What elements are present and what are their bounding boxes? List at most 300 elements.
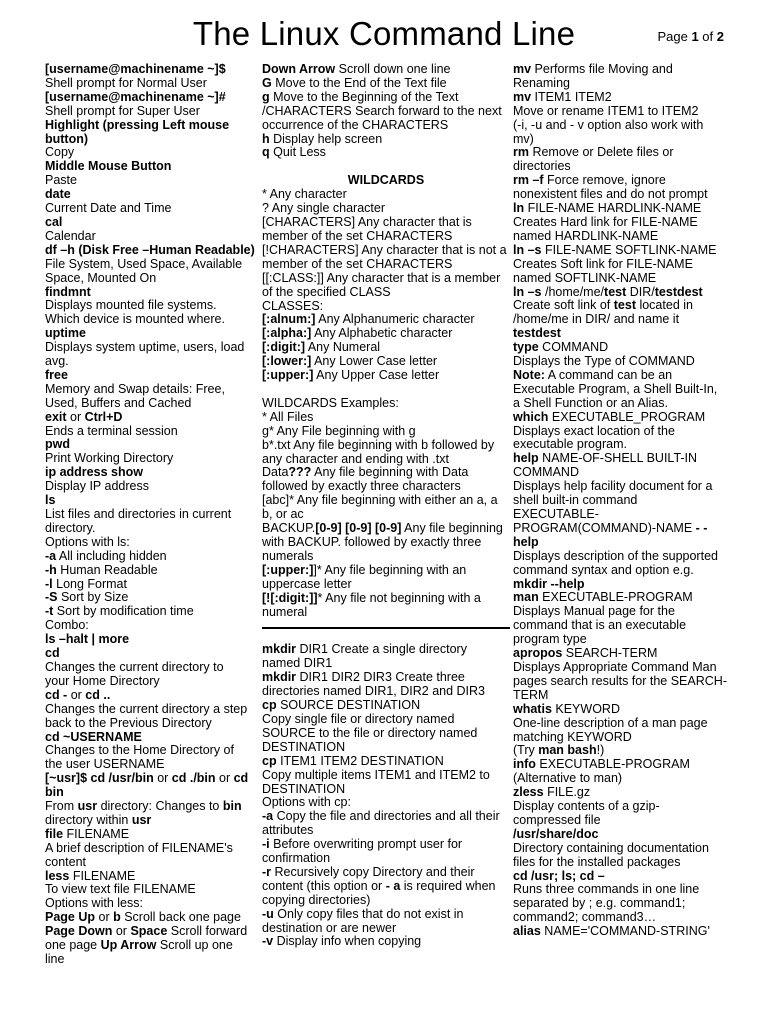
description-text: or — [112, 924, 131, 939]
description-text: Copy the file and directories and all their — [273, 809, 500, 824]
text-line — [262, 91, 510, 105]
text-line — [45, 119, 255, 133]
description-text: Directory containing documentation — [513, 840, 709, 855]
text-line — [513, 286, 728, 300]
description-text: BACKUP. — [262, 521, 316, 536]
description-text: From — [45, 799, 78, 814]
command-text: apropos — [513, 646, 563, 661]
command-text: [username@machinename ~]$ — [45, 62, 226, 76]
command-text: ls — [45, 493, 56, 508]
command-text: cal — [45, 214, 63, 229]
description-text: is required when — [400, 878, 496, 893]
text-line — [262, 300, 510, 314]
command-text: alias — [513, 924, 541, 939]
description-text: FILE.gz — [543, 785, 591, 800]
description-text: EXECUTABLE-PROGRAM — [535, 757, 690, 772]
description-text: g* Any File beginning with g — [262, 423, 416, 438]
description-text: Displays description of the supported — [513, 548, 718, 563]
text-line — [513, 536, 728, 550]
text-line — [262, 355, 510, 369]
command-text: -t — [45, 604, 54, 619]
command-text: uptime — [45, 326, 86, 341]
description-text: SOURCE to the file or directory named — [262, 725, 478, 740]
spacer — [262, 383, 510, 397]
command-text: Space — [130, 924, 168, 939]
description-text: KEYWORD — [551, 701, 620, 716]
command-text: mv — [513, 89, 532, 104]
description-text: CLASSES: — [262, 298, 324, 313]
text-line — [513, 438, 728, 452]
description-text: content — [45, 854, 87, 869]
text-line — [262, 146, 510, 160]
description-text: Force remove, ignore — [543, 173, 666, 188]
command-text: man — [513, 590, 539, 605]
text-line — [513, 731, 728, 745]
text-line — [513, 578, 728, 592]
text-line — [45, 814, 255, 828]
text-line — [513, 411, 728, 425]
text-line — [513, 77, 728, 91]
text-line — [513, 550, 728, 564]
text-line — [513, 522, 728, 536]
command-text: ln –s — [513, 242, 542, 257]
description-text: [CHARACTERS] Any character that is — [262, 215, 472, 230]
description-text: Renaming — [513, 75, 570, 90]
description-text: Display contents of a gzip- — [513, 799, 660, 814]
command-text: test — [613, 298, 636, 313]
text-line — [45, 703, 255, 717]
description-text: A brief description of FILENAME's — [45, 840, 233, 855]
description-text: Display help screen — [269, 131, 383, 146]
description-text: a Shell Function or an Alias. — [513, 395, 668, 410]
text-line — [262, 216, 510, 230]
description-text: mv) — [513, 131, 534, 146]
text-line — [45, 146, 255, 160]
description-text: ? Any single character — [262, 201, 385, 216]
section-divider — [262, 627, 510, 629]
description-text: directory. — [45, 520, 96, 535]
text-line — [45, 870, 255, 884]
command-text: help — [513, 451, 539, 466]
command-text: -r — [262, 864, 272, 879]
description-text: numerals — [262, 548, 314, 563]
description-text: Data — [262, 465, 289, 480]
description-text: * Any character — [262, 187, 347, 202]
text-line — [45, 258, 255, 272]
command-text: whatis — [513, 701, 552, 716]
column-middle — [262, 63, 510, 949]
description-text: File System, Used Space, Available — [45, 256, 243, 271]
description-text: EXECUTABLE-PROGRAM — [538, 590, 693, 605]
description-text: All including hidden — [56, 548, 167, 563]
description-text: executable program. — [513, 437, 627, 452]
text-line — [262, 755, 510, 769]
description-text: DIR1 Create a single directory — [296, 642, 467, 657]
description-text: or — [67, 687, 86, 702]
description-text: followed by exactly three characters — [262, 479, 461, 494]
text-line — [45, 911, 255, 925]
text-line — [513, 703, 728, 717]
command-text: button) — [45, 131, 89, 146]
description-text: Before overwriting prompt user for — [269, 837, 463, 852]
command-text: q — [262, 145, 270, 160]
command-text: ls –halt | more — [45, 632, 130, 647]
command-text: [:alpha:] — [262, 326, 312, 341]
text-line — [262, 258, 510, 272]
text-line — [45, 550, 255, 564]
command-text: man bash — [538, 743, 597, 758]
text-line — [45, 591, 255, 605]
command-text: Note: — [513, 367, 545, 382]
description-text: Move to the End of the Text file — [271, 75, 447, 90]
description-text: Display IP address — [45, 479, 149, 494]
text-line — [45, 689, 255, 703]
text-line — [45, 133, 255, 147]
text-line — [513, 800, 728, 814]
text-line — [513, 633, 728, 647]
text-line — [513, 63, 728, 77]
description-text: Changes to the Home Directory of — [45, 743, 234, 758]
description-text: Paste — [45, 173, 77, 188]
description-text: Displays mounted file systems. — [45, 298, 217, 313]
command-text: mkdir — [262, 670, 297, 685]
text-line — [513, 717, 728, 731]
description-text: Scroll back one page — [120, 910, 241, 925]
description-text: Any file beginning — [401, 521, 503, 536]
description-text: Used, Buffers and Cached — [45, 395, 192, 410]
command-text: -a — [262, 809, 274, 824]
description-text: ITEM1 ITEM2 DESTINATION — [276, 753, 444, 768]
command-text: free — [45, 367, 68, 382]
text-line — [513, 146, 728, 160]
command-text: b — [113, 910, 121, 925]
text-line — [262, 657, 510, 671]
text-line — [262, 810, 510, 824]
text-line — [45, 717, 255, 731]
text-line — [513, 244, 728, 258]
description-text: Creates Hard link for FILE-NAME — [513, 214, 698, 229]
text-line — [513, 494, 728, 508]
text-line — [262, 838, 510, 852]
description-text: named HARDLINK-NAME — [513, 228, 659, 243]
text-line — [513, 369, 728, 383]
description-text: files for the installed packages — [513, 854, 681, 869]
description-text: Displays help facility document for a — [513, 479, 713, 494]
text-line — [513, 897, 728, 911]
description-text: command that is an executable — [513, 618, 687, 633]
description-text: Options with less: — [45, 896, 143, 911]
text-line — [513, 480, 728, 494]
text-line — [513, 272, 728, 286]
text-line — [45, 744, 255, 758]
command-text: cd ./bin — [171, 771, 216, 786]
text-line — [45, 661, 255, 675]
description-text: * All Files — [262, 409, 314, 424]
description-text: matching KEYWORD — [513, 729, 632, 744]
text-line — [262, 880, 510, 894]
text-line — [513, 133, 728, 147]
description-text: Options with cp: — [262, 795, 351, 810]
command-text: ln — [513, 201, 525, 216]
text-line — [262, 63, 510, 77]
text-line — [513, 911, 728, 925]
description-text: pages search results for the SEARCH- — [513, 673, 727, 688]
description-text: attributes — [262, 823, 314, 838]
description-text: List files and directories in current — [45, 507, 232, 521]
text-line — [45, 605, 255, 619]
description-text: Displays exact location of the — [513, 423, 675, 438]
description-text: Performs file Moving and — [531, 62, 673, 76]
command-text: mkdir — [262, 642, 297, 657]
text-line — [262, 550, 510, 564]
text-line — [45, 202, 255, 216]
text-line — [262, 480, 510, 494]
text-line — [262, 796, 510, 810]
command-text: df –h (Disk Free –Human Readable) — [45, 242, 255, 257]
text-line — [513, 425, 728, 439]
text-line — [45, 856, 255, 870]
text-line — [513, 647, 728, 661]
text-line — [262, 397, 510, 411]
description-text: Quit Less — [269, 145, 326, 160]
text-line — [45, 272, 255, 286]
description-text: COMMAND — [513, 465, 579, 480]
command-text: Page Down — [45, 924, 113, 939]
text-line — [45, 63, 255, 77]
text-line — [262, 202, 510, 216]
text-line — [45, 383, 255, 397]
text-line — [262, 824, 510, 838]
text-line — [45, 522, 255, 536]
text-line — [262, 119, 510, 133]
text-line — [45, 953, 255, 967]
description-text: Displays the Type of COMMAND — [513, 354, 695, 369]
text-line — [262, 425, 510, 439]
description-text: back to the Previous Directory — [45, 715, 212, 730]
text-line — [45, 411, 255, 425]
text-line — [262, 769, 510, 783]
description-text: occurrence of the CHARACTERS — [262, 117, 449, 132]
description-text: Executable Program, a Shell Built-In, — [513, 381, 718, 396]
description-text: TERM — [513, 687, 549, 702]
description-text: destination or are newer — [262, 920, 397, 935]
description-text: with BACKUP. followed by exactly three — [262, 535, 482, 549]
text-line — [262, 522, 510, 536]
command-text: [~usr]$ cd /usr/bin — [45, 771, 154, 786]
command-text: file — [45, 826, 64, 841]
description-text: Only copy files that do not exist in — [273, 906, 464, 921]
description-text: [abc]* Any file beginning with either an a, a — [262, 493, 498, 508]
description-text: DIR/ — [626, 284, 655, 299]
description-text: numeral — [262, 604, 308, 619]
command-text: ??? — [288, 465, 312, 480]
command-text: g — [262, 89, 270, 104]
text-line — [262, 783, 510, 797]
description-text: Any Alphanumeric character — [315, 312, 475, 327]
command-text: date — [45, 187, 71, 202]
description-text: Move or rename ITEM1 to ITEM2 — [513, 103, 699, 118]
command-text: usr — [77, 799, 98, 814]
description-text: Displays Appropriate Command Man — [513, 659, 717, 674]
text-line — [262, 453, 510, 467]
text-line — [513, 772, 728, 786]
command-text: mkdir --help — [513, 576, 585, 591]
description-text: confirmation — [262, 851, 331, 866]
description-text: of the specified CLASS — [262, 284, 391, 299]
command-text: -l — [45, 576, 53, 591]
description-text: /CHARACTERS Search forward to the next — [262, 103, 502, 118]
page-current: 1 — [691, 29, 699, 44]
description-text: Combo: — [45, 618, 89, 633]
command-text: [:upper:] — [262, 562, 314, 577]
command-text: -v — [262, 934, 274, 949]
command-text: -u — [262, 906, 274, 921]
text-line — [513, 661, 728, 675]
text-line — [45, 925, 255, 939]
description-text: Options with ls: — [45, 534, 130, 549]
spacer — [262, 160, 510, 174]
document-title: The Linux Command Line — [192, 15, 576, 52]
text-line — [513, 327, 728, 341]
command-text: ln –s — [513, 284, 542, 299]
page-of: of — [702, 29, 714, 44]
command-text: G — [262, 75, 272, 90]
command-text: zless — [513, 785, 544, 800]
description-text: COMMAND — [538, 340, 609, 355]
description-text: Scroll forward — [167, 924, 248, 939]
description-text: (Alternative to man) — [513, 771, 623, 786]
column-right — [513, 63, 728, 939]
text-line — [45, 425, 255, 439]
text-line — [45, 355, 255, 369]
text-line — [513, 591, 728, 605]
command-text: [username@machinename ~]# — [45, 89, 226, 104]
text-line — [513, 230, 728, 244]
text-line — [45, 536, 255, 550]
command-text: -h — [45, 562, 57, 577]
text-line — [262, 188, 510, 202]
command-text: bin — [45, 785, 64, 800]
text-line — [513, 828, 728, 842]
command-text: testdest — [513, 326, 561, 341]
description-text: FILENAME — [63, 826, 130, 841]
text-line — [45, 91, 255, 105]
text-line — [262, 592, 510, 606]
text-line — [262, 643, 510, 657]
text-line — [513, 758, 728, 772]
command-text: -S — [45, 590, 58, 605]
text-line — [513, 856, 728, 870]
description-text: (-i, -u and - v option also work with — [513, 117, 704, 132]
description-text: one page — [45, 938, 101, 953]
text-line — [262, 685, 510, 699]
description-text: !) — [596, 743, 605, 758]
text-line — [262, 272, 510, 286]
text-line — [513, 466, 728, 480]
description-text: SEARCH-TERM — [562, 646, 658, 661]
command-text: cd — [45, 646, 60, 661]
description-text: command2; command3… — [513, 910, 657, 925]
description-text: NAME='COMMAND-STRING' — [540, 924, 710, 939]
command-text: Highlight (pressing Left mouse — [45, 117, 230, 132]
command-text: cd ~USERNAME — [45, 729, 142, 744]
description-text: line — [45, 952, 65, 966]
text-line — [45, 578, 255, 592]
description-text: * Any file not beginning with a — [317, 590, 481, 605]
text-line — [513, 258, 728, 272]
description-text: nonexistent files and do not prompt — [513, 187, 708, 202]
description-text: program type — [513, 632, 587, 647]
command-text: usr — [131, 812, 152, 827]
text-line — [45, 466, 255, 480]
description-text: b*.txt Any file beginning with b followed by — [262, 437, 495, 452]
description-text: Sort by Size — [57, 590, 129, 605]
description-text: your Home Directory — [45, 673, 160, 688]
text-line — [513, 341, 728, 355]
description-text: or — [215, 771, 234, 786]
command-text: [:digit:] — [262, 340, 306, 355]
command-text: - a — [385, 878, 401, 893]
description-text: Which device is mounted where. — [45, 312, 225, 327]
text-line — [45, 883, 255, 897]
text-line — [262, 508, 510, 522]
description-text: member of the set CHARACTERS — [262, 228, 453, 243]
text-line — [262, 564, 510, 578]
text-line — [262, 852, 510, 866]
command-text: ip address show — [45, 465, 143, 480]
text-line — [513, 564, 728, 578]
text-line — [45, 480, 255, 494]
description-text: directories named DIR1, DIR2 and DIR3 — [262, 684, 486, 699]
description-text: Remove or Delete files or — [528, 145, 674, 160]
description-text: command syntax and option e.g. — [513, 562, 694, 577]
description-text: Recursively copy Directory and their — [271, 864, 475, 879]
command-text: [:alnum:] — [262, 312, 316, 327]
text-line — [262, 466, 510, 480]
command-text: help — [513, 534, 539, 549]
text-line — [45, 772, 255, 786]
command-text: [![:digit:]] — [262, 590, 318, 605]
text-line — [513, 188, 728, 202]
text-line — [262, 922, 510, 936]
command-text: [:lower:] — [262, 354, 312, 369]
description-text: [[:CLASS:]] Any character that is a member — [262, 270, 501, 285]
description-text: content (this option or — [262, 878, 386, 893]
description-text: Current Date and Time — [45, 201, 172, 216]
description-text: Ends a terminal session — [45, 423, 178, 438]
description-text: the user USERNAME — [45, 757, 165, 772]
description-text: Display info when copying — [273, 934, 422, 949]
description-text: WILDCARDS Examples: — [262, 395, 399, 410]
command-text: - - — [695, 520, 708, 535]
command-text: /usr/share/doc — [513, 826, 599, 841]
command-text: [:upper:] — [262, 368, 314, 383]
description-text: Space, Mounted On — [45, 270, 157, 285]
command-text: mv — [513, 62, 532, 76]
text-line — [513, 160, 728, 174]
page-label: Page — [657, 29, 688, 44]
description-text: DIR1 DIR2 DIR3 Create three — [296, 670, 465, 685]
text-line — [262, 327, 510, 341]
text-line — [513, 508, 728, 522]
description-text: Changes the current directory to — [45, 659, 224, 674]
description-text: directory: Changes to — [97, 799, 223, 814]
description-text: Any file beginning with Data — [311, 465, 469, 480]
text-line — [262, 411, 510, 425]
text-line — [262, 105, 510, 119]
text-line — [262, 671, 510, 685]
text-line — [45, 633, 255, 647]
